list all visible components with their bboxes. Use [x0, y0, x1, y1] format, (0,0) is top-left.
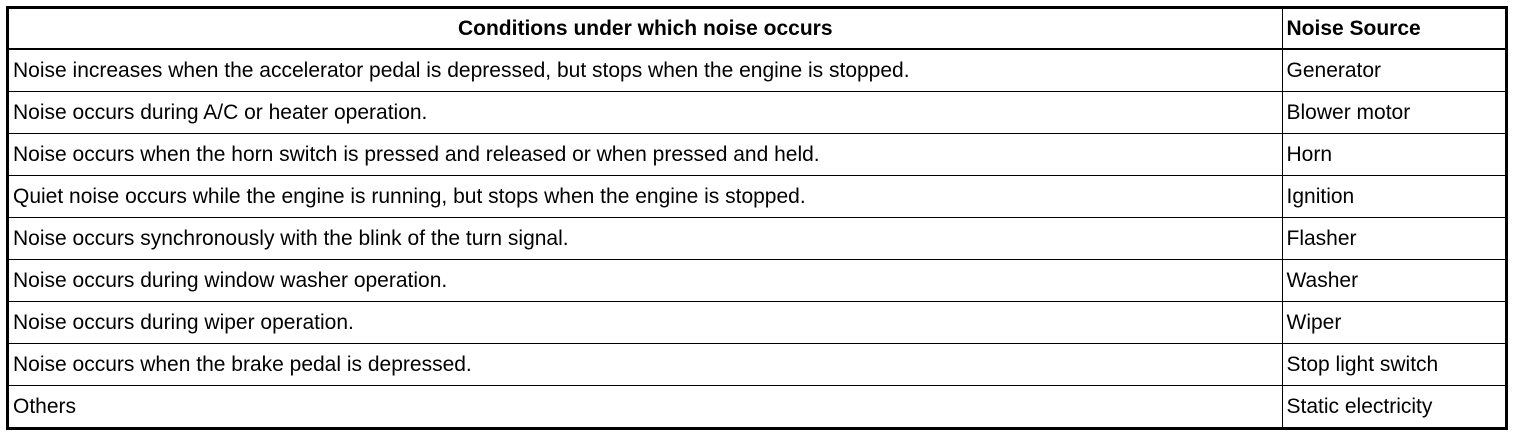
noise-source-cell: Static electricity [1282, 386, 1505, 428]
noise-source-cell: Wiper [1282, 302, 1505, 344]
condition-cell: Noise occurs during wiper operation. [9, 302, 1282, 344]
table-row [9, 218, 1505, 260]
condition-cell: Noise occurs during A/C or heater operation. [9, 92, 1282, 134]
condition-cell: Noise occurs when the brake pedal is depressed. [9, 344, 1282, 386]
header-conditions: Conditions under which noise occurs [9, 9, 1282, 49]
noise-source-cell: Flasher [1282, 218, 1505, 260]
noise-source-cell: Blower motor [1282, 92, 1505, 134]
table-row [9, 386, 1505, 428]
noise-source-cell: Horn [1282, 134, 1505, 176]
noise-source-table-frame [6, 6, 1508, 430]
condition-cell: Others [9, 386, 1282, 428]
noise-source-cell: Stop light switch [1282, 344, 1505, 386]
table-row [9, 344, 1505, 386]
condition-cell: Noise increases when the accelerator pedal is depressed, but stops when the engine is stopped. [9, 49, 1282, 92]
header-noise-source: Noise Source [1282, 9, 1505, 49]
table-row [9, 302, 1505, 344]
table-row [9, 134, 1505, 176]
noise-source-table [9, 9, 1505, 427]
noise-source-cell: Ignition [1282, 176, 1505, 218]
table-row [9, 260, 1505, 302]
condition-cell: Noise occurs synchronously with the blink of the turn signal. [9, 218, 1282, 260]
table-row [9, 176, 1505, 218]
condition-cell: Quiet noise occurs while the engine is running, but stops when the engine is stopped. [9, 176, 1282, 218]
noise-source-cell: Generator [1282, 49, 1505, 92]
table-row [9, 92, 1505, 134]
noise-source-cell: Washer [1282, 260, 1505, 302]
condition-cell: Noise occurs during window washer operation. [9, 260, 1282, 302]
table-row [9, 49, 1505, 92]
condition-cell: Noise occurs when the horn switch is pressed and released or when pressed and held. [9, 134, 1282, 176]
table-header-row [9, 9, 1505, 49]
